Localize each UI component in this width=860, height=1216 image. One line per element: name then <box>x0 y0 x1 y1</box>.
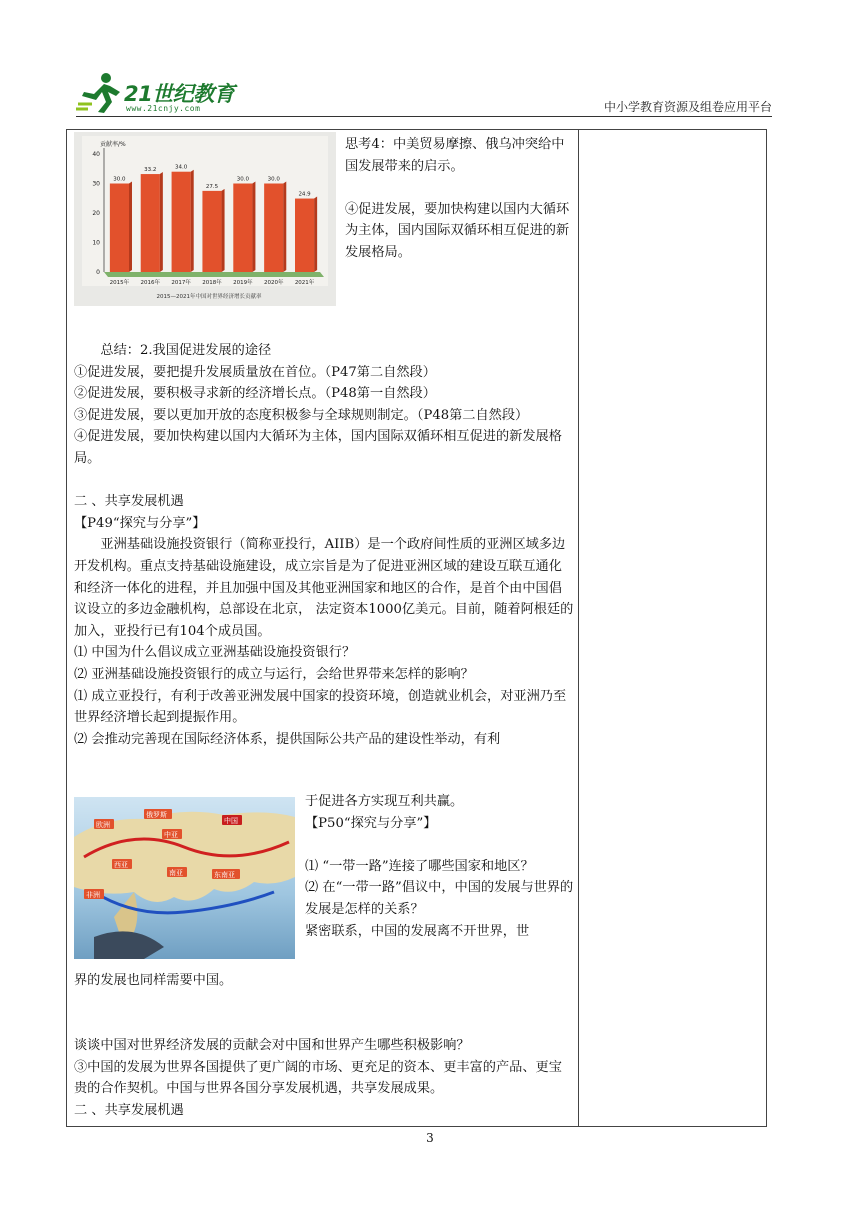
belt-and-road-map <box>74 797 295 959</box>
chart-y-tick-label: 0 <box>96 269 100 276</box>
chart-y-tick-label: 20 <box>92 210 100 217</box>
summary-item-4: ④促进发展，要加快构建以国内大循环为主体，国内国际双循环相互促进的新发展格局。 <box>74 429 562 466</box>
map-label: 南亚 <box>169 869 183 877</box>
chart-x-tick-label: 2015年 <box>109 280 130 286</box>
chart-baseline <box>104 272 324 277</box>
chart-data-label: 30.0 <box>267 176 280 183</box>
contribution-answer: ③中国的发展为世界各国提供了更广阔的市场、更充足的资本、更丰富的产品、更宝贵的合作契机。中国与世界各国分享发展机遇，共享发展成果。 <box>74 1059 562 1097</box>
logo-url: www.21cnjy.com <box>126 104 201 113</box>
chart-bar <box>172 172 191 272</box>
section-heading: 二 、共享发展机遇 <box>74 494 184 510</box>
chart-caption: 2015—2021年中国对世界经济增长贡献率 <box>156 294 262 300</box>
contribution-section <box>74 1035 574 1121</box>
map-side-text <box>305 791 575 942</box>
logo <box>76 70 246 116</box>
chart-data-label: 24.9 <box>298 191 311 198</box>
summary-title: 总结：2.我国促进发展的途径 <box>100 343 272 358</box>
platform-title: 中小学教育资源及组卷应用平台 <box>603 100 772 114</box>
chart-bar-side <box>314 197 317 272</box>
chart-x-tick-label: 2019年 <box>233 280 253 286</box>
chart-bar <box>264 184 283 273</box>
chart-x-tick-label: 2021年 <box>294 280 315 286</box>
aiib-paragraph: 亚洲基础设施投资银行（简称亚投行，AIIB）是一个政府间性质的亚洲区域多边开发机构。重点支持基础设施建设，成立宗旨是为了促进亚洲区域的建设互联互通化和经济一体化的进程，并且加强中国及其他亚洲国家和地区的合作，是首个由中国倡议设立的多边金融机构，总部设在北京， 法定资本1000亿美元。目前，随着阿根廷的加入，亚投行已有104个成员国。 <box>74 537 574 639</box>
chart-data-label: 30.0 <box>236 176 249 183</box>
chart-bar-side <box>160 172 163 272</box>
chart-y-tick-label: 40 <box>92 151 100 158</box>
contribution-chart <box>74 132 336 306</box>
chart-bar <box>233 184 252 273</box>
chart-y-tick-label: 10 <box>92 239 100 247</box>
chart-bar-side <box>129 182 132 273</box>
header-divider <box>76 116 772 117</box>
logo-text: 21世纪教育 <box>124 82 235 106</box>
explore-label-p50: 【P50“探究与分享”】 <box>305 815 437 831</box>
contribution-question: 谈谈中国对世界经济发展的贡献会对中国和世界产生哪些积极影响？ <box>74 1038 470 1053</box>
main-body <box>74 340 574 750</box>
chart-data-label: 27.5 <box>205 183 219 190</box>
chart-x-tick-label: 2017年 <box>171 280 191 286</box>
chart-bar <box>110 184 129 273</box>
tail-heading: 二 、共享发展机遇 <box>74 1102 184 1118</box>
chart-data-label: 34.0 <box>175 164 188 171</box>
belt-road-question-2: ⑵ 在“一带一路”倡议中，中国的发展与世界的发展是怎样的关系？ <box>305 880 574 917</box>
chart-bar-side <box>283 182 286 273</box>
chart-bar <box>295 199 314 272</box>
table-column-divider <box>578 129 579 1127</box>
chart-data-label: 33.2 <box>144 167 157 174</box>
aiib-answer-2-end: 于促进各方实现互利共赢。 <box>305 794 464 809</box>
runner-logo-icon <box>76 70 124 114</box>
think-question-4 <box>345 134 573 264</box>
page-header <box>76 66 772 116</box>
belt-road-answer-end: 界的发展也同样需要中国。 <box>74 973 233 988</box>
answer-4: ④促进发展，要加快构建以国内大循环为主体，国内国际双循环相互促进的新发展格局。 <box>345 201 570 260</box>
question-4: 思考4：中美贸易摩擦、俄乌冲突给中国发展带来的启示。 <box>345 137 565 174</box>
explore-label-p49: 【P49“探究与分享”】 <box>74 515 206 531</box>
belt-road-answer-start: 紧密联系，中国的发展离不开世界，世 <box>305 923 530 939</box>
belt-road-answer-continuation <box>74 970 574 992</box>
map-label: 西亚 <box>114 861 128 869</box>
chart-y-axis-label: 贡献率/% <box>100 141 126 148</box>
map-label: 中国 <box>224 817 238 825</box>
chart-y-tick-label: 30 <box>92 180 100 188</box>
chart-bar <box>202 191 221 272</box>
map-illustration <box>74 797 295 959</box>
map-label: 俄罗斯 <box>146 811 167 819</box>
map-label: 东南亚 <box>214 871 235 879</box>
chart-x-tick-label: 2020年 <box>263 280 284 286</box>
map-label: 中亚 <box>164 831 178 839</box>
belt-road-question-1: ⑴ “一带一路”连接了哪些国家和地区？ <box>305 858 534 874</box>
chart-bar-side <box>222 189 225 272</box>
aiib-answer-2-start: ⑵ 会推动完善现在国际经济体系，提供国际公共产品的建设性举动，有利 <box>74 731 501 747</box>
aiib-answer-1: ⑴ 成立亚投行，有利于改善亚洲发展中国家的投资环境，创造就业机会，对亚洲乃至世界经济增长起到提振作用。 <box>74 688 567 726</box>
chart-bar <box>141 174 160 272</box>
chart-x-tick-label: 2018年 <box>202 280 222 286</box>
map-label: 非洲 <box>86 891 100 899</box>
aiib-question-2: ⑵ 亚洲基础设施投资银行的成立与运行，会给世界带来怎样的影响？ <box>74 666 474 682</box>
bar-chart-svg <box>74 132 336 306</box>
page-number: 3 <box>426 1131 434 1145</box>
chart-data-label: 30.0 <box>113 176 126 183</box>
summary-item-2: ②促进发展，要积极寻求新的经济增长点。（P48第一自然段） <box>74 386 436 402</box>
summary-item-1: ①促进发展，要把提升发展质量放在首位。（P47第二自然段） <box>74 364 436 380</box>
chart-x-tick-label: 2016年 <box>140 280 161 286</box>
chart-bar-side <box>191 170 194 272</box>
aiib-question-1: ⑴ 中国为什么倡议成立亚洲基础设施投资银行？ <box>74 645 356 661</box>
summary-item-3: ③促进发展，要以更加开放的态度积极参与全球规则制定。（P48第二自然段） <box>74 407 529 423</box>
chart-bar-side <box>252 182 255 273</box>
map-label: 欧洲 <box>96 821 110 829</box>
